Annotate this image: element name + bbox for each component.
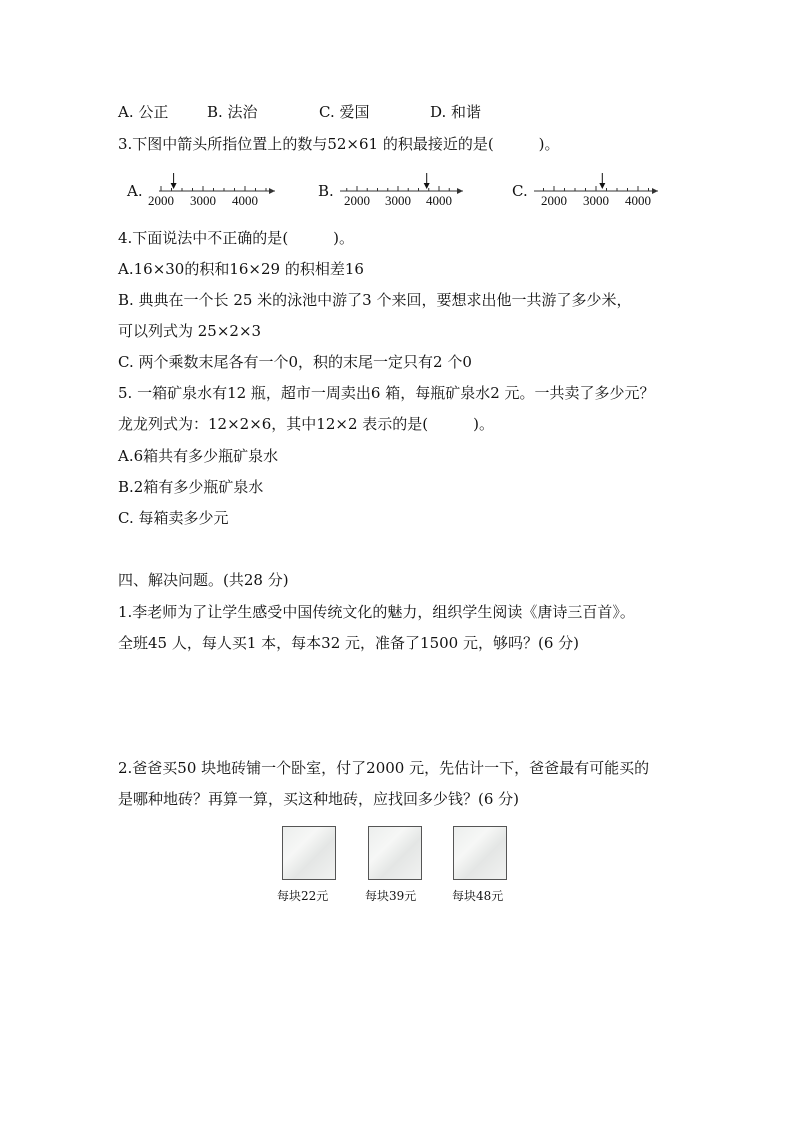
number-line-b-graphic — [318, 170, 478, 210]
q4-option-b-line2: 可以列式为 25×2×3 — [118, 322, 262, 340]
number-line-b — [318, 170, 478, 210]
problem1-line2: 全班45 人，每人买1 本，每本32 元，准备了1500 元，够吗？(6 分) — [118, 634, 579, 652]
tick-label: 4000 — [625, 193, 651, 208]
number-line-c-letter: C. — [512, 182, 528, 200]
number-line-c — [512, 170, 672, 210]
tick-label: 3000 — [583, 193, 609, 208]
tile-price-label: 每块48元 — [452, 889, 504, 903]
tick-label: 4000 — [232, 193, 258, 208]
tick-label: 2000 — [344, 193, 370, 208]
tile-price-label: 每块39元 — [365, 889, 417, 903]
q4-option-c: C. 两个乘数末尾各有一个0，积的末尾一定只有2 个0 — [118, 353, 472, 371]
tick-label: 2000 — [148, 193, 174, 208]
problem2-line1: 2.爸爸买50 块地砖铺一个卧室，付了2000 元，先估计一下，爸爸最有可能买的 — [118, 759, 650, 777]
axis-arrowhead — [457, 188, 463, 194]
q3-stem: 3.下图中箭头所指位置上的数与52×61 的积最接近的是( )。 — [118, 135, 560, 153]
q2-option-c: C. 爱国 — [319, 103, 370, 121]
q5-option-a: A.6箱共有多少瓶矿泉水 — [118, 447, 279, 465]
tick-label: 4000 — [426, 193, 452, 208]
pointer-arrowhead — [599, 183, 605, 189]
tile-image — [368, 826, 422, 880]
tile-options — [277, 826, 522, 916]
q5-option-b: B.2箱有多少瓶矿泉水 — [118, 478, 264, 496]
tile-image — [453, 826, 507, 880]
number-line-a-graphic — [127, 170, 287, 210]
number-line-b-letter: B. — [318, 182, 334, 200]
tick-label: 2000 — [541, 193, 567, 208]
tile-price-label: 每块22元 — [277, 889, 329, 903]
q5-stem-line2: 龙龙列式为：12×2×6，其中12×2 表示的是( )。 — [118, 415, 494, 433]
q4-option-a: A.16×30的积和16×29 的积相差16 — [118, 260, 364, 278]
q4-stem: 4.下面说法中不正确的是( )。 — [118, 229, 355, 247]
q2-option-d: D. 和谐 — [430, 103, 482, 121]
number-line-c-graphic — [512, 170, 672, 210]
q4-option-b-line1: B. 典典在一个长 25 米的泳池中游了3 个来回，要想求出他一共游了多少米， — [118, 291, 632, 309]
number-line-a-letter: A. — [127, 182, 143, 200]
problem2-line2: 是哪种地砖？再算一算，买这种地砖，应找回多少钱？(6 分) — [118, 790, 520, 808]
section-heading: 四、解决问题。(共28 分) — [118, 571, 289, 589]
tick-label: 3000 — [190, 193, 216, 208]
axis-arrowhead — [269, 188, 275, 194]
q2-option-b: B. 法治 — [207, 103, 258, 121]
tick-label: 3000 — [385, 193, 411, 208]
problem1-line1: 1.李老师为了让学生感受中国传统文化的魅力，组织学生阅读《唐诗三百首》。 — [118, 603, 635, 621]
tile-image — [282, 826, 336, 880]
axis-arrowhead — [652, 188, 658, 194]
q5-option-c: C. 每箱卖多少元 — [118, 509, 229, 527]
number-line-a — [127, 170, 287, 210]
q2-option-a: A. 公正 — [118, 103, 169, 121]
q5-stem-line1: 5. 一箱矿泉水有12 瓶，超市一周卖出6 箱，每瓶矿泉水2 元。一共卖了多少元？ — [118, 384, 655, 402]
